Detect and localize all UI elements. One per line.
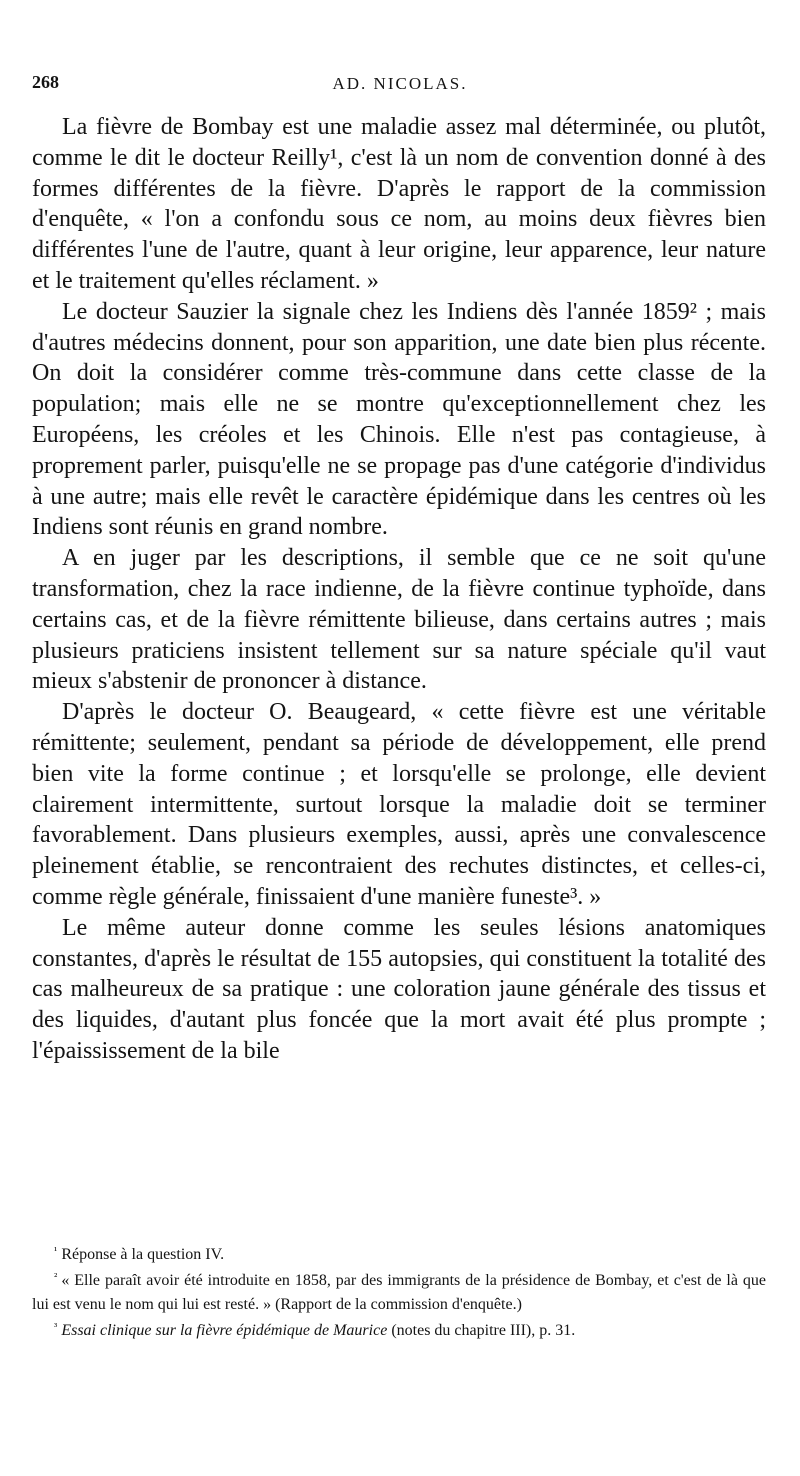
footnote-title: Essai clinique sur la fièvre épidémique de Maurice — [61, 1322, 388, 1340]
footnote — [32, 1266, 766, 1316]
footnotes — [32, 1240, 766, 1343]
footnote-text: Réponse à la question IV. — [61, 1246, 225, 1263]
footnote — [32, 1316, 766, 1342]
footnote-text: « Elle paraît avoir été introduite en 1858, par des immigrants de la présidence de Bombay, et c'est de là que lui est venu le nom qui lui est resté. » (Rapport de la commission d'enquête.) — [32, 1272, 766, 1313]
footnote — [32, 1240, 766, 1266]
paragraph: D'après le docteur O. Beaugeard, « cette fièvre est une véritable rémittente; seulement, pendant sa période de développement, elle prend bien vite la forme continue ; et lorsqu'elle se prolonge, elle devient clairement intermittente, surtout lorsque la maladie doit se terminer favorablement. Dans plusieurs exemples, aussi, après une convalescence pleinement établie, se rencontraient des rechutes distinctes, et celles-ci, comme règle générale, finissaient d'une manière funeste³. » — [32, 699, 766, 910]
running-title: AD. NICOLAS. — [332, 74, 468, 93]
body-text — [32, 112, 766, 1067]
footnote-mark: ² — [54, 1271, 58, 1284]
page-number: 268 — [32, 72, 59, 92]
footnote-mark: ¹ — [54, 1245, 58, 1257]
footnote-text: (notes du chapitre III), p. 31. — [387, 1322, 576, 1340]
paragraph: A en juger par les descriptions, il semble que ce ne soit qu'une transformation, chez la race indienne, de la fièvre continue typhoïde, dans certains cas, et de la fièvre rémittente bilieuse, dans certains autres ; mais plusieurs praticiens insistent tellement sur sa nature spéciale qu'il vaut mieux s'abstenir de prononcer à distance. — [32, 545, 766, 695]
paragraph: Le même auteur donne comme les seules lésions anatomiques constantes, d'après le résultat de 155 autopsies, qui constituent la totalité des cas malheureux de sa pratique : une coloration jaune générale des tissus et des liquides, d'autant plus foncée que la mort avait été plus prompte ; l'épaississement de la bile — [32, 914, 766, 1064]
paragraph: La fièvre de Bombay est une maladie assez mal déterminée, ou plutôt, comme le dit le docteur Reilly¹, c'est là un nom de convention donné à des formes différentes de la fièvre. D'après le rapport de la commission d'enquête, « l'on a confondu sous ce nom, au moins deux fièvres bien différentes l'une de l'autre, quant à leur origine, leur apparence, leur nature et le traitement qu'elles réclament. » — [32, 114, 766, 294]
running-header — [32, 72, 768, 102]
footnote-mark: ³ — [54, 1321, 58, 1334]
paragraph: Le docteur Sauzier la signale chez les Indiens dès l'année 1859² ; mais d'autres médecins donnent, pour son apparition, une date bien plus récente. On doit la considérer comme très-commune dans cette classe de la population; mais elle ne se montre qu'exceptionnellement chez les Européens, les créoles et les Chinois. Elle n'est pas contagieuse, à proprement parler, puisqu'elle ne se propage pas d'une catégorie d'individus à une autre; mais elle revêt le caractère épidémique dans les centres où les Indiens sont réunis en grand nombre. — [32, 298, 766, 541]
